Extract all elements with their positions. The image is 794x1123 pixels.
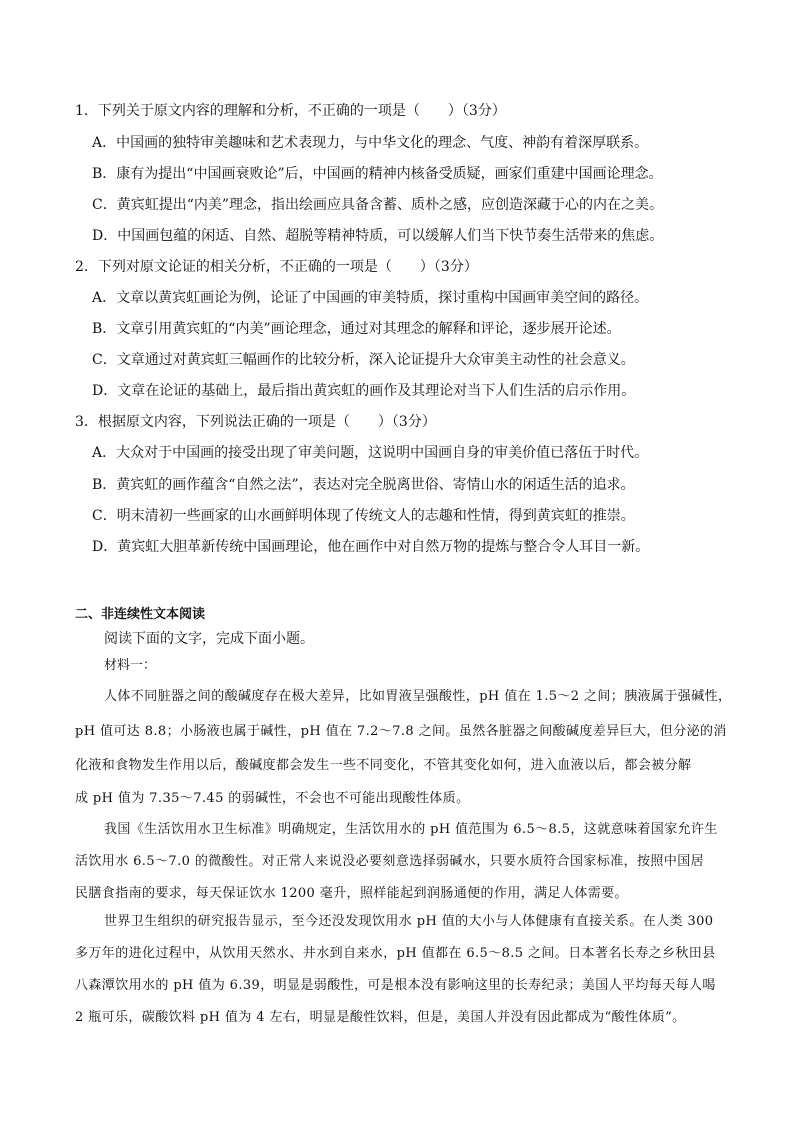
paragraph-3-line-4: 2 瓶可乐，碳酸饮料 pH 值为 4 左右，明显是酸性饮料，但是，美国人并没有因此都成为“酸性体质”。 — [75, 1010, 686, 1025]
paragraph-1-line-4: 成 pH 值为 7.35～7.45 的弱碱性，不会也不可能出现酸性体质。 — [75, 791, 470, 806]
question-3-option-b: B．黄宾虹的画作蕴含“自然之法”，表达对完全脱离世俗、寄情山水的闲适生活的追求。 — [92, 477, 635, 493]
paragraph-3-line-1: 世界卫生组织的研究报告显示，至今还没发现饮用水 pH 值的大小与人体健康有直接关系。在人类 300 — [104, 914, 714, 929]
question-1-option-d: D．中国画包蕴的闲适、自然、超脱等精神特质，可以缓解人们当下快节奏生活带来的焦虑。 — [92, 228, 664, 244]
question-3-option-d: D．黄宾虹大胆革新传统中国画理论，他在画作中对自然万物的提炼与整合令人耳目一新。 — [92, 539, 650, 555]
question-2-option-c: C．文章通过对黄宾虹三幅画作的比较分析，深入论证提升大众审美主动性的社会意义。 — [92, 352, 635, 368]
question-2-option-d: D．文章在论证的基础上，最后指出黄宾虹的画作及其理论对当下人们生活的启示作用。 — [92, 383, 636, 399]
section-title: 二、非连续性文本阅读 — [75, 607, 206, 622]
section-intro: 阅读下面的文字，完成下面小题。 — [104, 631, 314, 647]
paragraph-1-line-2: pH 值可达 8.8；小肠液也属于碱性，pH 值在 7.2～7.8 之间。虽然各脏器之间酸碱度差异巨大，但分泌的消 — [75, 724, 727, 739]
paragraph-2-line-2: 活饮用水 6.5～7.0 的微酸性。对正常人来说没必要刻意选择弱碱水，只要水质符合国家标准，按照中国居 — [75, 854, 705, 869]
paragraph-2-line-3: 民膳食指南的要求，每天保证饮水 1200 毫升，照样能起到润肠通便的作用，满足人体需要。 — [75, 886, 628, 901]
paragraph-3-line-2: 多万年的进化过程中，从饮用天然水、井水到自来水，pH 值都在 6.5～8.5 之间。日本著名长寿之乡秋田县 — [75, 946, 716, 961]
paragraph-3-line-3: 八森潭饮用水的 pH 值为 6.39，明显是弱酸性，可是根本没有影响这里的长寿纪录；美国人平均每天每人喝 — [75, 978, 716, 993]
paragraph-1-line-3: 化液和食物发生作用以后，酸碱度都会发生一些不同变化，不管其变化如何，进入血液以后，都会被分解 — [75, 758, 692, 773]
question-3-stem: 3．根据原文内容，下列说法正确的一项是（ ）（3分） — [75, 414, 436, 430]
question-1-option-c: C．黄宾虹提出“内美”理念，指出绘画应具备含蓄、质朴之感，应创造深藏于心的内在之美。 — [92, 197, 664, 213]
question-1-stem: 1．下列关于原文内容的理解和分析，不正确的一项是（ ）（3分） — [75, 103, 506, 119]
material-label: 材料一： — [104, 658, 157, 673]
question-1-option-b: B．康有为提出“中国画衰败论”后，中国画的精神内核备受质疑，画家们重建中国画论理念。 — [92, 166, 663, 182]
paragraph-2-line-1: 我国《生活饮用水卫生标准》明确规定，生活饮用水的 pH 值范围为 6.5～8.5，这就意味着国家允许生 — [104, 822, 718, 837]
question-2-option-b: B．文章引用黄宾虹的“内美”画论理念，通过对其理念的解释和评论，逐步展开论述。 — [92, 321, 621, 337]
question-3-option-c: C．明末清初一些画家的山水画鲜明体现了传统文人的志趣和性情，得到黄宾虹的推崇。 — [92, 508, 635, 524]
question-2-option-a: A．文章以黄宾虹画论为例，论证了中国画的审美特质，探讨重构中国画审美空间的路径。 — [92, 290, 649, 306]
question-1-option-a: A．中国画的独特审美趣味和艺术表现力，与中华文化的理念、气度、神韵有着深厚联系。 — [92, 135, 649, 151]
paragraph-1-line-1: 人体不同脏器之间的酸碱度存在极大差异，比如胃液呈强酸性，pH 值在 1.5～2 之间；胰液属于强碱性， — [104, 689, 732, 704]
question-2-stem: 2．下列对原文论证的相关分析，不正确的一项是（ ）（3分） — [75, 259, 478, 275]
question-3-option-a: A．大众对于中国画的接受出现了审美问题，这说明中国画自身的审美价值已落伍于时代。 — [92, 445, 649, 461]
